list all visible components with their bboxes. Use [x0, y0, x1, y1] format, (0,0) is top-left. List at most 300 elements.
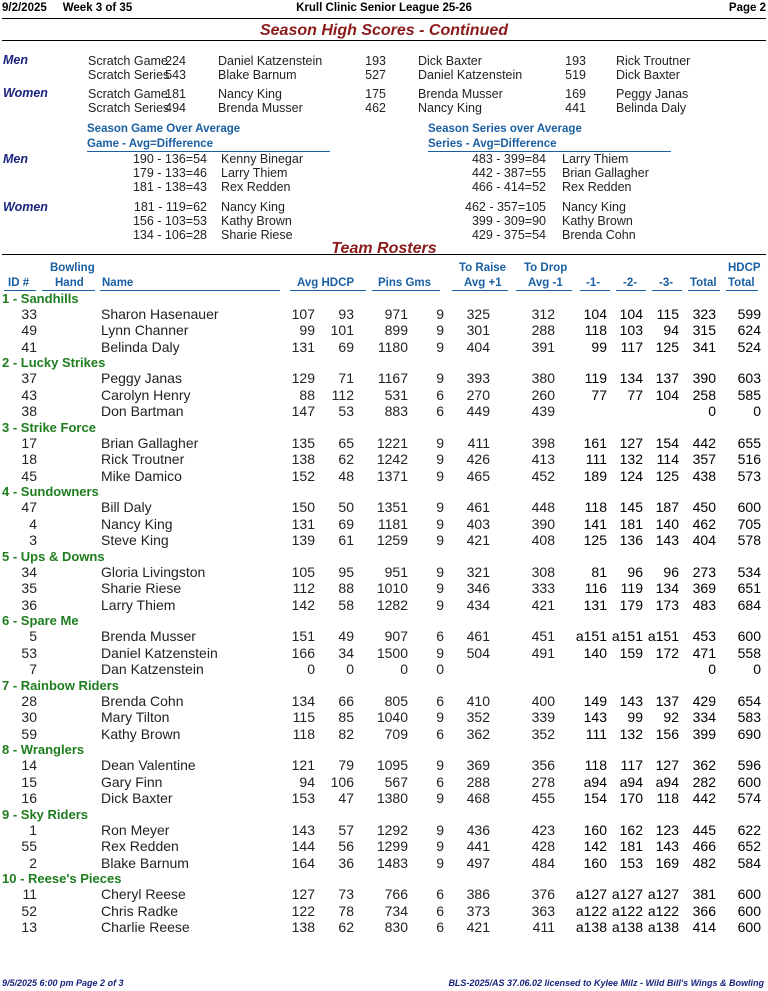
roster-row: [0, 435, 768, 451]
player-game3: 114: [656, 451, 679, 468]
player-hdcp-total: 690: [737, 725, 761, 742]
player-game1: 81: [591, 563, 607, 580]
roster-row: [0, 564, 768, 580]
player-to-drop: 408: [531, 532, 555, 549]
player-pins: 1095: [376, 757, 408, 774]
roster-row: [0, 886, 768, 902]
player-handicap: 34: [338, 644, 354, 661]
player-to-raise: 404: [466, 338, 490, 355]
player-pins: 1282: [376, 596, 408, 613]
player-average: 166: [291, 644, 315, 661]
player-game2: 132: [619, 451, 643, 468]
player-game1: 140: [583, 644, 607, 661]
player-name: Gloria Livingston: [101, 563, 206, 580]
player-total: 334: [692, 709, 716, 726]
game-over-average-bowler: Kenny Binegar: [221, 152, 304, 166]
player-hdcp-total: 524: [737, 338, 761, 355]
league-name: Krull Clinic Senior League 25-26: [296, 2, 472, 14]
game-over-average-value: 181 - 138=43: [132, 180, 207, 194]
player-game2: 170: [619, 790, 643, 807]
game-over-average-bowler: Kathy Brown: [221, 214, 292, 228]
player-to-raise: 325: [466, 306, 490, 322]
player-id: 34: [21, 563, 37, 580]
player-game2: 99: [627, 709, 643, 726]
high-score-value: 519: [565, 68, 586, 82]
high-scores-title: Season High Scores - Continued: [259, 22, 509, 39]
player-game3: 123: [655, 821, 679, 838]
player-id: 55: [21, 838, 37, 855]
player-hdcp-total: 654: [737, 692, 761, 709]
roster-row: [0, 306, 768, 322]
series-over-average-title: Season Series over Average: [428, 123, 582, 135]
player-hdcp-total: 534: [737, 563, 761, 580]
player-games: 9: [436, 306, 444, 322]
player-handicap: 49: [338, 628, 354, 645]
player-id: 28: [21, 692, 37, 709]
player-pins: 1299: [376, 838, 408, 855]
player-name: Mary Tilton: [101, 709, 170, 726]
col-pins-gms: Pins Gms: [378, 277, 432, 289]
player-to-drop: 398: [531, 434, 555, 451]
player-games: 9: [436, 338, 444, 355]
high-score-bowler: Peggy Janas: [616, 87, 689, 101]
player-average: 88: [299, 386, 315, 403]
player-to-drop: 333: [531, 580, 555, 597]
high-score-category: Scratch Game: [88, 87, 168, 101]
player-game2: 145: [619, 499, 643, 516]
player-name: Lynn Channer: [101, 322, 189, 339]
player-game1: 118: [584, 499, 607, 516]
player-handicap: 88: [338, 580, 354, 597]
player-game2: 134: [619, 370, 643, 387]
player-game1: 143: [583, 709, 607, 726]
player-to-raise: 436: [466, 821, 490, 838]
player-game1: 118: [584, 322, 607, 339]
player-total: 466: [692, 838, 716, 855]
player-name: Rex Redden: [101, 838, 179, 855]
player-to-raise: 410: [466, 692, 490, 709]
player-id: 4: [29, 515, 37, 532]
player-id: 37: [21, 370, 37, 387]
player-id: 52: [21, 902, 37, 919]
player-handicap: 85: [338, 709, 354, 726]
team-header: 1 - Sandhills: [2, 291, 79, 306]
roster-row: [0, 370, 768, 386]
player-game3: 137: [655, 692, 679, 709]
high-score-value: 175: [365, 87, 386, 101]
roster-row: [0, 709, 768, 725]
series-over-average-bowler: Kathy Brown: [562, 214, 633, 228]
roster-row: [0, 855, 768, 871]
player-average: 118: [292, 725, 315, 742]
player-game3: 156: [655, 725, 679, 742]
player-games: 9: [436, 499, 444, 516]
player-handicap: 62: [338, 451, 354, 468]
player-total: 404: [692, 532, 716, 549]
col-total: Total: [690, 277, 717, 289]
player-to-drop: 356: [531, 757, 555, 774]
player-id: 2: [29, 854, 37, 871]
high-score-value: 462: [365, 101, 386, 115]
player-hdcp-total: 0: [753, 661, 761, 678]
player-average: 153: [291, 790, 315, 807]
col-avg-minus: Avg -1: [528, 277, 563, 289]
player-name: Belinda Daly: [101, 338, 180, 355]
player-game2: 117: [620, 338, 643, 355]
player-id: 7: [29, 661, 37, 678]
col-hdcp-total: Total: [728, 277, 755, 289]
player-total: 381: [692, 886, 716, 903]
player-name: Don Bartman: [101, 403, 184, 420]
player-handicap: 101: [330, 322, 354, 339]
player-average: 144: [291, 838, 315, 855]
footer-left: 9/5/2025 6:00 pm Page 2 of 3: [2, 978, 124, 988]
player-handicap: 61: [338, 532, 354, 549]
player-name: Brenda Cohn: [101, 692, 184, 709]
player-hdcp-total: 558: [737, 644, 761, 661]
player-name: Steve King: [101, 532, 169, 549]
player-game3: 134: [655, 580, 679, 597]
player-average: 150: [291, 499, 315, 516]
player-games: 9: [436, 838, 444, 855]
player-to-raise: 352: [466, 709, 490, 726]
player-total: 0: [708, 403, 716, 420]
player-name: Larry Thiem: [101, 596, 176, 613]
player-average: 107: [291, 306, 315, 322]
player-hdcp-total: 0: [753, 403, 761, 420]
player-games: 6: [436, 386, 444, 403]
roster-row: [0, 726, 768, 742]
player-handicap: 73: [338, 886, 354, 903]
player-hdcp-total: 600: [737, 773, 761, 790]
roster-row: [0, 580, 768, 596]
player-average: 135: [291, 434, 315, 451]
player-handicap: 58: [338, 596, 354, 613]
player-handicap: 0: [346, 661, 354, 678]
player-game1: 161: [583, 434, 607, 451]
player-name: Dan Katzenstein: [101, 661, 204, 678]
roster-row: [0, 661, 768, 677]
player-to-raise: 441: [466, 838, 490, 855]
high-score-bowler: Blake Barnum: [218, 68, 297, 82]
player-total: 369: [692, 580, 716, 597]
player-name: Nancy King: [101, 515, 173, 532]
game-over-average-bowler: Sharie Riese: [221, 228, 293, 242]
player-total: 462: [692, 515, 716, 532]
player-to-drop: 380: [531, 370, 555, 387]
player-game3: 125: [655, 467, 679, 484]
player-handicap: 50: [338, 499, 354, 516]
player-hdcp-total: 603: [737, 370, 761, 387]
player-to-raise: 369: [466, 757, 490, 774]
player-name: Cheryl Reese: [101, 886, 186, 903]
col-id: ID #: [8, 277, 30, 289]
player-game3: 140: [655, 515, 679, 532]
player-total: 399: [692, 725, 716, 742]
high-score-value: 181: [165, 87, 186, 101]
player-game1: 142: [583, 838, 607, 855]
player-hdcp-total: 584: [737, 854, 761, 871]
team-header: 9 - Sky Riders: [2, 806, 88, 822]
high-score-value: 543: [165, 68, 186, 82]
player-name: Brian Gallagher: [101, 434, 199, 451]
player-handicap: 48: [338, 467, 354, 484]
player-hdcp-total: 655: [737, 434, 761, 451]
player-to-drop: 308: [531, 563, 555, 580]
player-to-drop: 439: [531, 403, 555, 420]
player-total: 414: [692, 919, 716, 936]
player-game2: a94: [619, 773, 643, 790]
player-to-drop: 391: [531, 338, 555, 355]
player-to-drop: 400: [531, 692, 555, 709]
player-pins: 830: [384, 919, 408, 936]
player-game3: a94: [655, 773, 679, 790]
group-label-men: Men: [3, 53, 28, 67]
report-date: 9/2/2025 Week 3 of 35: [2, 2, 133, 14]
player-to-drop: 312: [531, 306, 555, 322]
player-average: 112: [292, 580, 315, 597]
player-pins: 766: [384, 886, 408, 903]
player-hdcp-total: 599: [737, 306, 761, 322]
player-handicap: 93: [338, 306, 354, 322]
player-hdcp-total: 585: [737, 386, 761, 403]
player-average: 99: [299, 322, 315, 339]
player-hdcp-total: 574: [737, 790, 761, 807]
game-over-average-subtitle: Game - Avg=Difference: [87, 138, 214, 150]
player-game2: 124: [619, 467, 643, 484]
player-games: 9: [436, 709, 444, 726]
series-over-average-bowler: Larry Thiem: [562, 152, 629, 166]
player-id: 38: [21, 403, 37, 420]
player-total: 445: [692, 821, 716, 838]
player-game2: 132: [619, 725, 643, 742]
player-to-raise: 434: [466, 596, 490, 613]
group-label-men: Men: [3, 152, 28, 166]
player-to-raise: 465: [466, 467, 490, 484]
roster-row: [0, 919, 768, 935]
player-total: 442: [692, 434, 716, 451]
player-name: Brenda Musser: [101, 628, 196, 645]
player-average: 131: [291, 515, 315, 532]
player-average: 139: [291, 532, 315, 549]
player-games: 9: [436, 644, 444, 661]
player-games: 0: [436, 661, 444, 678]
player-pins: 1259: [376, 532, 408, 549]
player-game2: 127: [619, 434, 643, 451]
roster-row: [0, 516, 768, 532]
player-games: 6: [436, 886, 444, 903]
player-name: Dean Valentine: [101, 757, 196, 774]
high-score-value: 441: [565, 101, 586, 115]
player-total: 438: [692, 467, 716, 484]
series-over-average-bowler: Nancy King: [562, 200, 626, 214]
player-to-raise: 497: [466, 854, 490, 871]
title-rule: [2, 40, 766, 41]
player-game1: 111: [585, 725, 607, 742]
player-games: 6: [436, 773, 444, 790]
player-hdcp-total: 600: [737, 628, 761, 645]
high-score-bowler: Dick Baxter: [418, 54, 482, 68]
series-over-average-value: 466 - 414=52: [471, 180, 546, 194]
player-pins: 1242: [376, 451, 408, 468]
player-pins: 1180: [377, 338, 408, 355]
player-game3: 172: [655, 644, 679, 661]
player-game3: 169: [655, 854, 679, 871]
roster-row: [0, 597, 768, 613]
player-game3: 104: [655, 386, 679, 403]
player-games: 9: [436, 515, 444, 532]
player-game1: 149: [583, 692, 607, 709]
roster-row: [0, 757, 768, 773]
player-pins: 1380: [376, 790, 408, 807]
team-header: 3 - Strike Force: [2, 419, 96, 435]
player-id: 1: [29, 821, 37, 838]
player-name: Peggy Janas: [101, 370, 182, 387]
player-average: 105: [291, 563, 315, 580]
game-over-average-title: Season Game Over Average: [87, 123, 241, 135]
col-bowling: Bowling: [50, 262, 95, 274]
player-game3: 96: [663, 563, 679, 580]
player-hdcp-total: 600: [737, 499, 761, 516]
player-name: Daniel Katzenstein: [101, 644, 218, 661]
player-to-raise: 461: [466, 628, 490, 645]
player-game1: a94: [583, 773, 607, 790]
high-score-bowler: Nancy King: [218, 87, 282, 101]
player-game3: a122: [647, 902, 679, 919]
player-game3: 143: [655, 532, 679, 549]
player-average: 143: [291, 821, 315, 838]
player-handicap: 66: [338, 692, 354, 709]
roster-row: [0, 499, 768, 515]
player-total: 273: [692, 563, 716, 580]
player-total: 442: [692, 790, 716, 807]
player-total: 357: [692, 451, 716, 468]
player-average: 152: [291, 467, 315, 484]
player-hdcp-total: 652: [737, 838, 761, 855]
high-score-value: 494: [165, 101, 186, 115]
player-games: 9: [436, 821, 444, 838]
high-score-bowler: Brenda Musser: [218, 101, 303, 115]
player-pins: 1351: [376, 499, 408, 516]
player-pins: 1040: [376, 709, 408, 726]
player-games: 9: [436, 532, 444, 549]
player-game3: 118: [656, 790, 679, 807]
player-game1: 118: [584, 757, 607, 774]
player-handicap: 82: [338, 725, 354, 742]
player-average: 122: [291, 902, 315, 919]
team-header: 5 - Ups & Downs: [2, 548, 105, 564]
player-total: 258: [692, 386, 716, 403]
player-handicap: 69: [338, 515, 354, 532]
col-hand: Hand: [55, 277, 84, 289]
player-games: 9: [436, 322, 444, 339]
player-total: 0: [708, 661, 716, 678]
high-score-bowler: Dick Baxter: [616, 68, 680, 82]
group-label-women: Women: [3, 200, 48, 214]
player-game3: 154: [655, 434, 679, 451]
team-header: 10 - Reese's Pieces: [2, 871, 122, 887]
player-total: 323: [692, 306, 716, 322]
player-handicap: 56: [338, 838, 354, 855]
player-to-raise: 386: [466, 886, 490, 903]
player-name: Sharie Riese: [101, 580, 182, 597]
team-header: 4 - Sundowners: [2, 484, 99, 500]
player-to-raise: 403: [466, 515, 490, 532]
high-score-value: 527: [365, 68, 386, 82]
player-game3: 143: [655, 838, 679, 855]
player-pins: 907: [384, 628, 408, 645]
series-over-average-value: 429 - 375=54: [471, 228, 546, 242]
player-game2: 103: [619, 322, 643, 339]
group-label-women: Women: [3, 86, 48, 100]
player-id: 14: [21, 757, 37, 774]
player-handicap: 47: [338, 790, 354, 807]
player-average: 142: [291, 596, 315, 613]
player-game1: 77: [591, 386, 607, 403]
player-game1: 99: [591, 338, 607, 355]
player-id: 47: [21, 499, 37, 516]
team-header: 2 - Lucky Strikes: [2, 355, 106, 371]
roster-row: [0, 790, 768, 806]
player-pins: 951: [384, 563, 408, 580]
header-rule: [2, 18, 766, 19]
player-pins: 1500: [376, 644, 408, 661]
player-pins: 1181: [377, 515, 408, 532]
high-score-bowler: Daniel Katzenstein: [418, 68, 523, 82]
player-to-drop: 423: [531, 821, 555, 838]
player-game2: 104: [619, 306, 643, 322]
game-over-average-value: 190 - 136=54: [132, 152, 207, 166]
col-hdcp: HDCP: [728, 262, 761, 274]
game-over-average-value: 179 - 133=46: [132, 166, 207, 180]
player-handicap: 65: [338, 434, 354, 451]
player-to-drop: 421: [531, 596, 555, 613]
player-average: 127: [291, 886, 315, 903]
player-game3: 92: [663, 709, 679, 726]
player-handicap: 79: [338, 757, 354, 774]
report-header: [2, 2, 766, 18]
player-game2: 181: [619, 838, 643, 855]
player-game1: 154: [583, 790, 607, 807]
player-total: 366: [692, 902, 716, 919]
player-game3: 125: [655, 338, 679, 355]
player-handicap: 53: [338, 403, 354, 420]
player-pins: 883: [384, 403, 408, 420]
player-game1: 111: [585, 451, 607, 468]
player-to-raise: 301: [466, 322, 490, 339]
roster-row: [0, 451, 768, 467]
player-id: 30: [21, 709, 37, 726]
player-to-drop: 428: [531, 838, 555, 855]
player-name: Gary Finn: [101, 773, 163, 790]
player-id: 5: [29, 628, 37, 645]
player-average: 147: [291, 403, 315, 420]
player-total: 315: [692, 322, 716, 339]
player-to-raise: 411: [467, 434, 490, 451]
player-total: 429: [692, 692, 716, 709]
roster-title: Team Rosters: [331, 240, 437, 257]
player-game2: 77: [627, 386, 643, 403]
player-id: 15: [21, 773, 37, 790]
player-hdcp-total: 651: [737, 580, 761, 597]
player-game2: 179: [619, 596, 643, 613]
player-handicap: 95: [338, 563, 354, 580]
player-name: Carolyn Henry: [101, 386, 191, 403]
roster-row: [0, 387, 768, 403]
player-games: 6: [436, 628, 444, 645]
player-name: Charlie Reese: [101, 919, 190, 936]
player-id: 11: [22, 886, 37, 903]
